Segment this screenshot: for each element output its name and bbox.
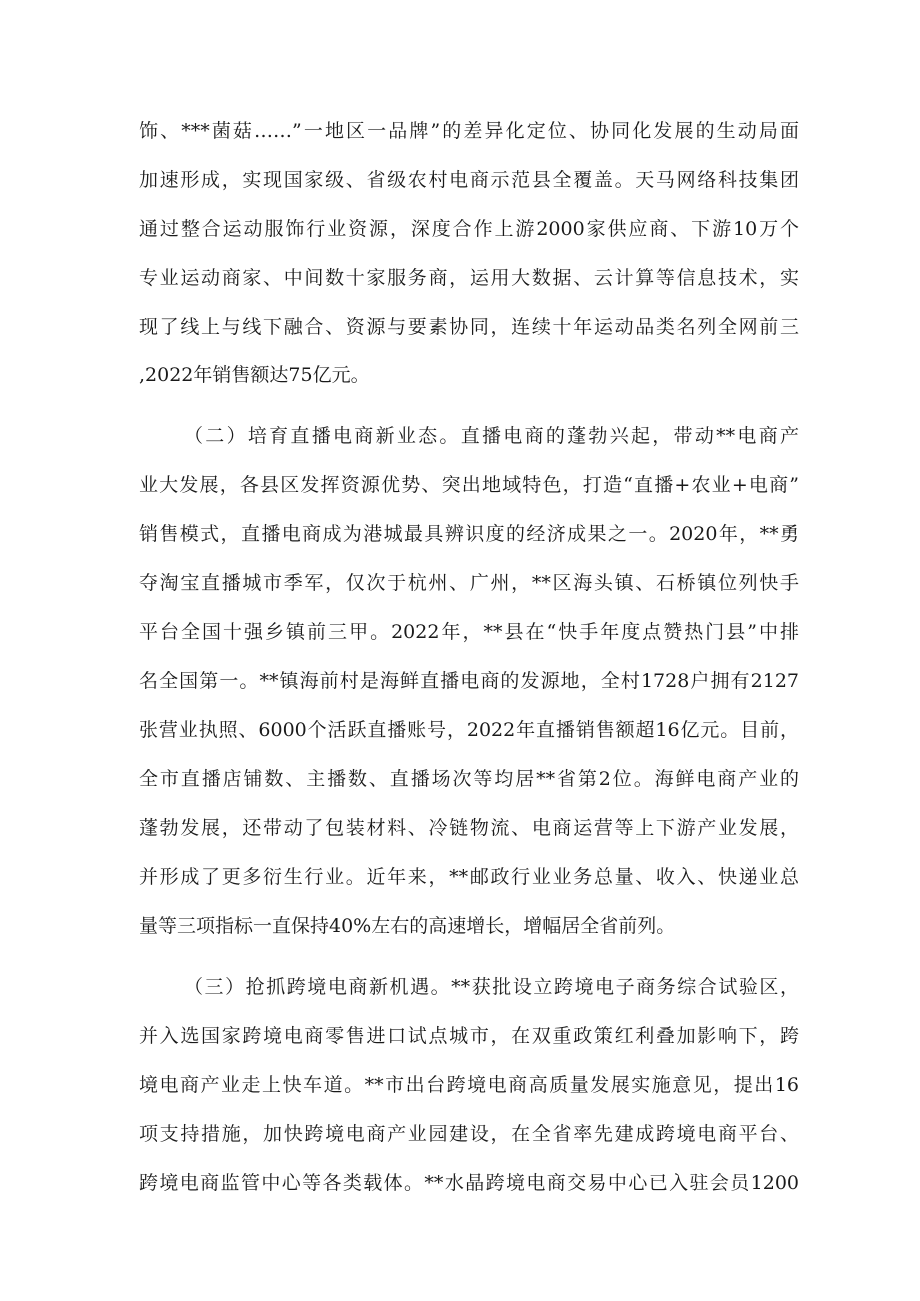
paragraph-1-line-5: 现了线上与线下融合、资源与要素协同，连续十年运动品类名列全网前三 <box>139 316 799 338</box>
paragraph-1-line-3: 通过整合运动服饰行业资源，深度合作上游2000家供应商、下游10万个 <box>139 218 799 240</box>
paragraph-2-line-2: 业大发展，各县区发挥资源优势、突出地域特色，打造“直播+农业+电商” <box>139 474 799 496</box>
paragraph-1-line-4: 专业运动商家、中间数十家服务商，运用大数据、云计算等信息技术，实 <box>139 267 799 289</box>
paragraph-1-line-1: 饰、***菌菇……”一地区一品牌”的差异化定位、协同化发展的生动局面 <box>139 120 799 142</box>
paragraph-2-line-5: 平台全国十强乡镇前三甲。2022年，**县在“快手年度点赞热门县”中排 <box>139 621 799 643</box>
paragraph-3-line-3: 境电商产业走上快车道。**市出台跨境电商高质量发展实施意见，提出16 <box>139 1074 799 1096</box>
paragraph-3-line-4: 项支持措施，加快跨境电商产业园建设，在全省率先建成跨境电商平台、 <box>139 1123 799 1145</box>
paragraph-2-line-7: 张营业执照、6000个活跃直播账号，2022年直播销售额超16亿元。目前， <box>139 719 799 741</box>
paragraph-3-line-2: 并入选国家跨境电商零售进口试点城市，在双重政策红利叠加影响下，跨 <box>139 1025 799 1047</box>
paragraph-2-line-9: 蓬勃发展，还带动了包装材料、冷链物流、电商运营等上下游产业发展， <box>139 817 799 839</box>
paragraph-2-line-4: 夺淘宝直播城市季军，仅次于杭州、广州，**区海头镇、石桥镇位列快手 <box>139 572 799 594</box>
paragraph-2-line-3: 销售模式，直播电商成为港城最具辨识度的经济成果之一。2020年，**勇 <box>139 523 799 545</box>
paragraph-2-line-1: （二）培育直播电商新业态。直播电商的蓬勃兴起，带动**电商产 <box>184 425 799 447</box>
paragraph-1-line-6: ,2022年销售额达75亿元。 <box>139 364 370 386</box>
paragraph-1-line-2: 加速形成，实现国家级、省级农村电商示范县全覆盖。天马网络科技集团 <box>139 169 799 191</box>
paragraph-2-line-8: 全市直播店铺数、主播数、直播场次等均居**省第2位。海鲜电商产业的 <box>139 768 799 790</box>
paragraph-3-line-1: （三）抢抓跨境电商新机遇。**获批设立跨境电子商务综合试验区， <box>184 976 799 998</box>
paragraph-2-line-6: 名全国第一。**镇海前村是海鲜直播电商的发源地，全村1728户拥有2127 <box>139 670 799 692</box>
paragraph-2-line-10: 并形成了更多衍生行业。近年来，**邮政行业业务总量、收入、快递业总 <box>139 866 799 888</box>
paragraph-3-line-5: 跨境电商监管中心等各类载体。**水晶跨境电商交易中心已入驻会员1200 <box>139 1172 799 1194</box>
paragraph-2-line-11: 量等三项指标一直保持40%左右的高速增长，增幅居全省前列。 <box>139 915 676 937</box>
